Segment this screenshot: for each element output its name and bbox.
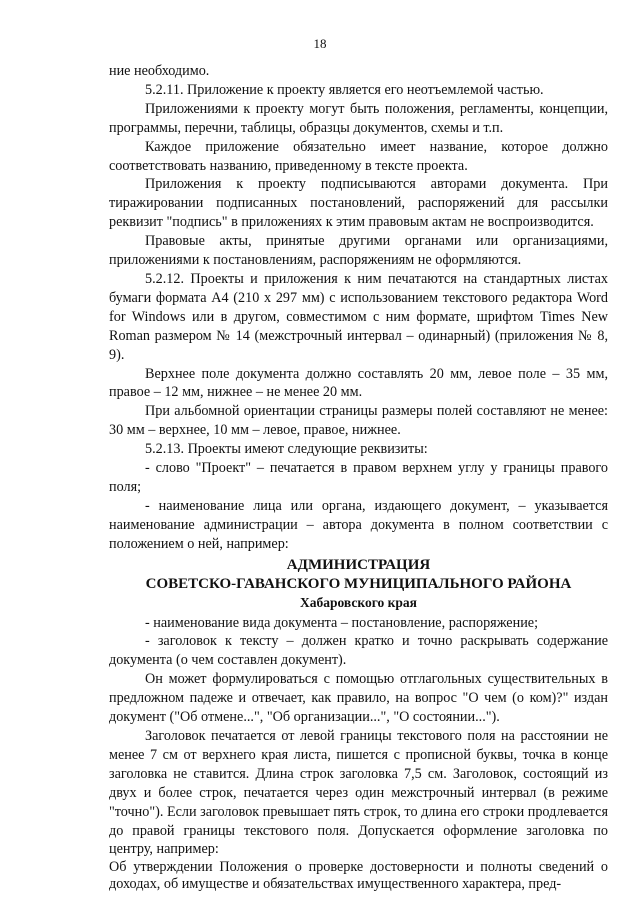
paragraph: Каждое приложение обязательно имеет название, которое должно соответствовать названию, приведенному в тексте проекта. (109, 138, 608, 174)
body-paragraphs-bottom (109, 614, 608, 893)
paragraph: 5.2.13. Проекты имеют следующие реквизиты: (145, 441, 428, 458)
paragraph: - заголовок к тексту – должен кратко и точно раскрывать содержание документа (о чем составлен документ). (109, 633, 608, 669)
paragraph: При альбомной ориентации страницы размеры полей составляют не менее: 30 мм – верхнее, 10 мм – левое, правое, нижнее. (109, 403, 608, 439)
document-body (109, 62, 608, 892)
paragraph: Правовые акты, принятые другими органами или организациями, приложениями к постановлениям, распоряжениям не оформляются. (109, 233, 608, 269)
paragraph: - слово "Проект" – печатается в правом верхнем углу у границы правого поля; (109, 460, 608, 495)
heading-line-3: Хабаровского края (300, 594, 417, 610)
paragraph: - наименование лица или органа, издающего документ, – указывается наименование администрации – автора документа в полном соответствии с положением о ней, например: (109, 497, 608, 552)
paragraph: 5.2.11. Приложение к проекту является его неотъемлемой частью. (145, 81, 544, 98)
paragraph: 5.2.12. Проекты и приложения к ним печатаются на стандартных листах бумаги формата А4 (210 х 297 мм) с использованием текстового редактора Word for Windows или в другом, совместимом с ним формате, шрифтом Times New Roman размером № 14 (межстрочный интервал – одинарный) (приложения № 8, 9). (109, 270, 608, 363)
paragraph: Об утверждении Положения о проверке достоверности и полноты сведений о доходах, об имуществе и обязательствах имущественного характера, пред- (109, 859, 608, 892)
paragraph: - наименование вида документа – постановление, распоряжение; (145, 614, 539, 631)
organization-heading (109, 556, 608, 612)
paragraph: Заголовок печатается от левой границы текстового поля на расстоянии не менее 7 см от верхнего края листа, пишется с прописной буквы, точка в конце заголовка не ставится. Длина строк заголовка 7,5 см. Заголовок, состоящий из двух и более строк, печатается через один межстрочный интервал (в режиме "точно"). Если заголовок превышает пять строк, то длина его строки продлевается до правой границы текстового поля. Допускается оформление заголовка по центру, например: (109, 728, 608, 858)
paragraph: ние необходимо. (109, 63, 210, 79)
paragraph: Он может формулироваться с помощью отглагольных существительных в предложном падеже и отвечает, как правило, на вопрос "О чем (о ком)?" издан документ ("Об отмене...", "Об организации...", "О состоянии..."). (109, 671, 608, 726)
body-paragraphs-top (109, 62, 608, 554)
page-number: 18 (313, 36, 327, 51)
heading-line-1: АДМИНИСТРАЦИЯ (286, 556, 431, 573)
paragraph: Верхнее поле документа должно составлять 20 мм, левое поле – 35 мм, правое – 12 мм, нижнее – не менее 20 мм. (109, 365, 608, 401)
paragraph: Приложениями к проекту могут быть положения, регламенты, концепции, программы, перечни, таблицы, образцы документов, схемы и т.п. (109, 100, 608, 136)
paragraph: Приложения к проекту подписываются авторами документа. При тиражировании подписанных постановлений, распоряжений для рассылки реквизит "подпись" в приложениях к этим правовым актам не воспроизводится. (109, 176, 608, 231)
heading-line-2: СОВЕТСКО-ГАВАНСКОГО МУНИЦИПАЛЬНОГО РАЙОНА (145, 575, 572, 592)
